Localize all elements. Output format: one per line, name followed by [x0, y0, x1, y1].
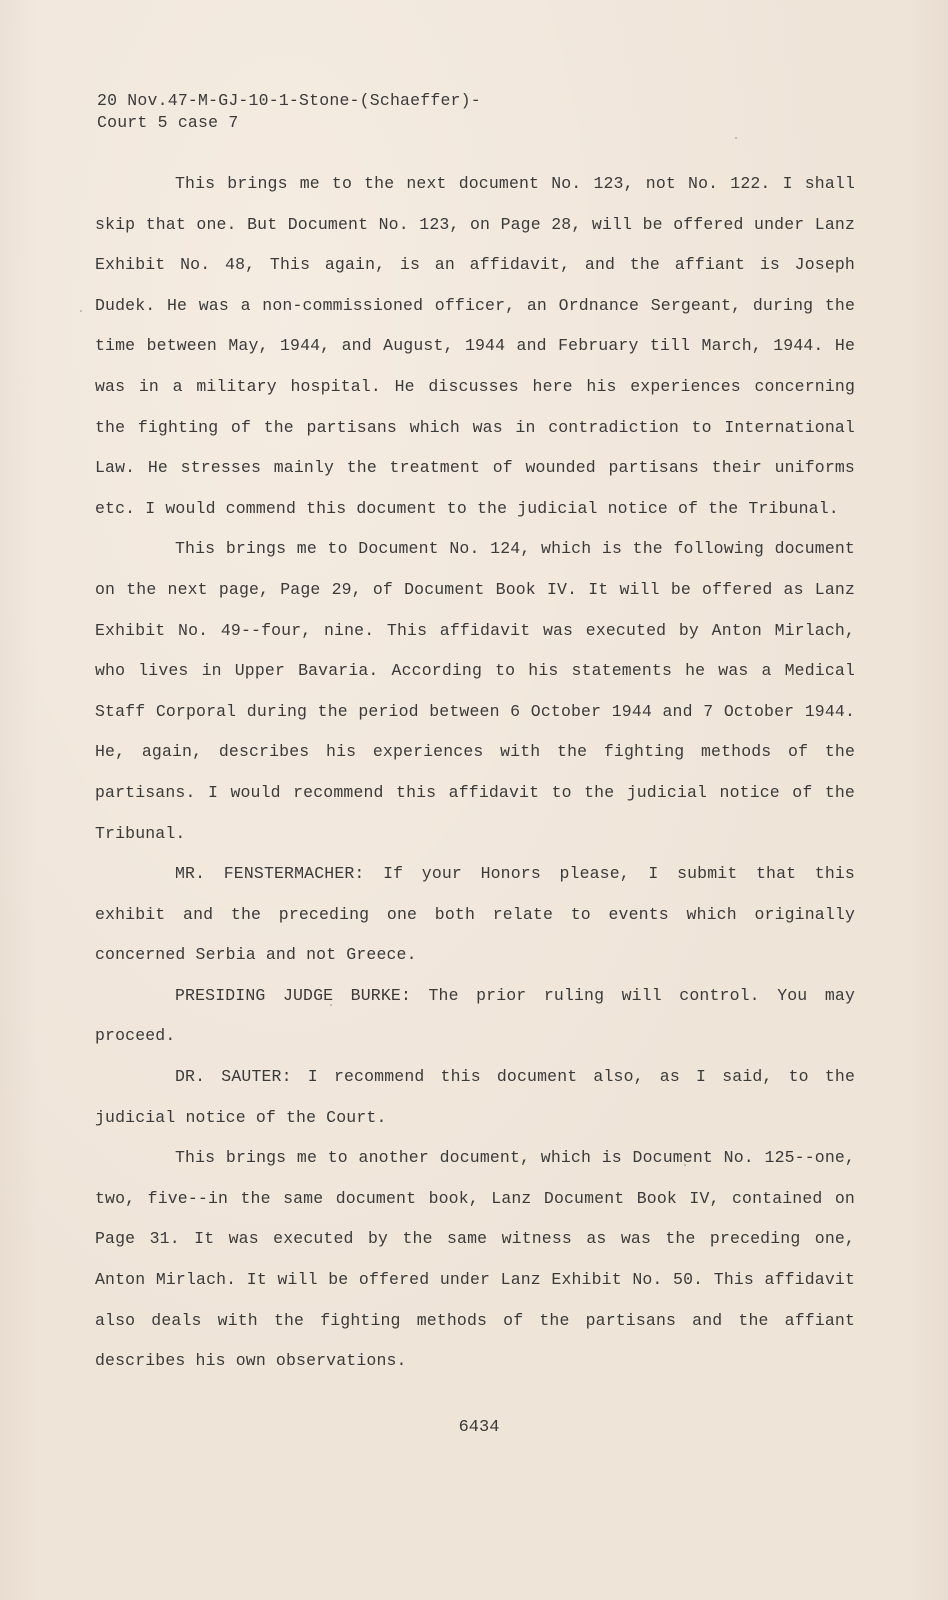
paper-speck	[330, 1004, 332, 1006]
paper-speck	[735, 137, 737, 139]
paragraph-judge-ruling: PRESIDING JUDGE BURKE: The prior ruling will control. You may proceed.	[95, 985, 855, 1046]
paper-speck	[684, 1164, 686, 1166]
document-header	[97, 90, 481, 134]
paragraph-document-124: This brings me to Document No. 124, which is the following document on the next page, Page 29, of Document Book IV. It will be offered as Lanz Exhibit No. 49--four, nine. This affidavit was executed by Anton Mirlach, who lives in Upper Bavaria. According to his statements he was a Medical Staff Corporal during the period between 6 October 1944 and 7 October 1944. He, again, describes his experiences with the fighting methods of the partisans. I would recommend this affidavit to the judicial notice of the Tribunal.	[95, 539, 855, 843]
paragraph-document-125: This brings me to another document, which is Document No. 125--one, two, five--in the same document book, Lanz Document Book IV, contained on Page 31. It was executed by the same witness as was the preceding one, Anton Mirlach. It will be offered under Lanz Exhibit No. 50. This affidavit also deals with the fighting methods of the partisans and the affiant describes his own observations.	[95, 1148, 855, 1371]
transcript-body	[95, 164, 855, 1382]
page-number: 6434	[458, 1418, 500, 1437]
paper-speck	[80, 310, 82, 312]
paragraph-document-123: This brings me to the next document No. 123, not No. 122. I shall skip that one. But Document No. 123, on Page 28, will be offered under Lanz Exhibit No. 48, This again, is an affidavit, and the affiant is Joseph Dudek. He was a non-commissioned officer, an Ordnance Sergeant, during the time between May, 1944, and August, 1944 and February till March, 1944. He was in a military hospital. He discusses here his experiences concerning the fighting of the partisans which was in contradiction to International Law. He stresses mainly the treatment of wounded partisans their uniforms etc. I would commend this document to the judicial notice of the Tribunal.	[95, 174, 855, 518]
paragraph-fenstermacher-objection: MR. FENSTERMACHER: If your Honors please, I submit that this exhibit and the preceding one both relate to events which originally concerned Serbia and not Greece.	[95, 864, 855, 965]
header-court-line: Court 5 case 7	[97, 113, 239, 132]
header-reference-line: 20 Nov.47-M-GJ-10-1-Stone-(Schaeffer)-	[97, 91, 481, 110]
paragraph-sauter-recommendation: DR. SAUTER: I recommend this document also, as I said, to the judicial notice of the Court.	[95, 1067, 855, 1127]
